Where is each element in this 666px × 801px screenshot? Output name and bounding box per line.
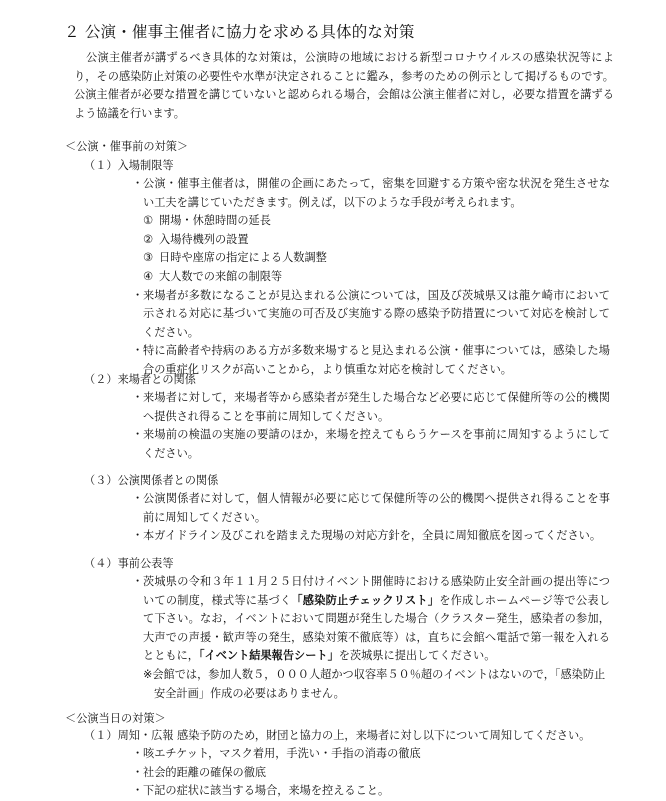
staff-block bbox=[132, 490, 610, 546]
subheading-disclosure: （４）事前公表等 bbox=[84, 557, 174, 570]
bullet-item bbox=[132, 426, 610, 463]
bullet-item bbox=[132, 573, 610, 666]
intro-paragraph: 公演主催者が講ずるべき具体的な対策は，公演時の地域における新型コロナウイルスの感染状況等により，その感染防止対策の必要性や水準が決定されることに鑑み，参考のための例示として掲げるものです。公演主催者が必要な措置を講じていないと認められる場合，会館は公演主催者に対し，必要な措置を講ずるよう協議を行います。 bbox=[74, 51, 614, 120]
section-title: ２ 公演・催事主催者に協力を求める具体的な対策 bbox=[64, 23, 415, 41]
report-sheet-name: 「イベント結果報告シート」 bbox=[198, 649, 339, 663]
list-item bbox=[143, 212, 610, 231]
list-item-text: 大人数での来館の制限等 bbox=[159, 269, 283, 283]
bullet-dot: ・ bbox=[132, 428, 144, 442]
subheading-notice: （１）周知・広報 感染予防のため，財団と協力の上，来場者に対し以下について周知してください。 bbox=[84, 729, 591, 742]
entry-limits-block bbox=[132, 175, 610, 380]
bullet-item bbox=[132, 287, 610, 343]
bullet-dot: ・ bbox=[132, 747, 144, 760]
bullet-text: 来場者が多数になることが見込まれる公演については，国及び茨城県又は龍ケ崎市において示される対応に基づいて実施の可否及び実施する際の感染予防措置について対応を検討してください。 bbox=[143, 288, 610, 339]
bullet-item bbox=[132, 389, 610, 426]
list-item bbox=[143, 231, 610, 250]
bullet-item bbox=[132, 175, 610, 212]
bullet-dot: ・ bbox=[132, 784, 144, 798]
bullet-text: 公演関係者に対して，個人情報が必要に応じて保健所等の公的機関へ提供され得ることを事前に周知してください。 bbox=[143, 492, 610, 524]
bullet-item bbox=[132, 342, 610, 379]
bullet-dot: ・ bbox=[132, 575, 144, 588]
visitors-block bbox=[132, 389, 610, 463]
bullet-item bbox=[132, 490, 610, 527]
bullet-text: 下記の症状に該当する場合，来場を控えること。 bbox=[143, 784, 390, 798]
bullet-item bbox=[132, 764, 610, 783]
bullet-text: を作成しホームページ等で公表して下さい。なお，イベントにおいて問題が発生した場合（クラスター発生，感染者の参加，大声での声援・歓声等の発生，感染対策不徹底等）は，直ちに会館へ電話で第一報を入れるとともに， bbox=[143, 593, 610, 663]
list-marker: ④ bbox=[143, 269, 154, 283]
bullet-dot: ・ bbox=[132, 492, 144, 505]
notice-block bbox=[132, 745, 610, 801]
bullet-dot: ・ bbox=[132, 177, 144, 190]
numbered-list bbox=[132, 212, 610, 286]
bullet-text: 来場者に対して，来場者等から感染者が発生した場合など必要に応じて保健所等の公的機関へ提供され得ることを事前に周知してください。 bbox=[143, 391, 610, 423]
bullet-text: 本ガイドライン及びこれを踏まえた現場の対応方針を，全員に周知徹底を図ってください。 bbox=[143, 529, 602, 543]
bullet-dot: ・ bbox=[132, 529, 144, 543]
subheading-staff: （３）公演関係者との関係 bbox=[84, 474, 219, 487]
list-item-text: 開場・休憩時間の延長 bbox=[159, 214, 271, 228]
bullet-text: 茨城県の令和３年１１月２５日付けイベント開催時における感染防止安全計画の提出等についての制度，様式等に基づく bbox=[143, 575, 610, 607]
list-item bbox=[143, 249, 610, 268]
bullet-text: 咳エチケット，マスク着用，手洗い・手指の消毒の徹底 bbox=[143, 747, 421, 760]
list-item-text: 日時や座席の指定による人数調整 bbox=[159, 251, 327, 265]
bullet-text: 公演・催事主催者は，開催の企画にあたって，密集を回避する方策や密な状況を発生させない工夫を講じていただきます。例えば，以下のような手段が考えられます。 bbox=[143, 177, 610, 209]
bullet-text: を茨城県に提出してください。 bbox=[338, 649, 496, 663]
bullet-item bbox=[132, 782, 610, 801]
bullet-dot: ・ bbox=[132, 765, 144, 779]
subheading-entry-limits: （１）入場制限等 bbox=[84, 159, 174, 172]
list-marker: ① bbox=[143, 214, 154, 228]
bullet-dot: ・ bbox=[132, 288, 144, 302]
section-heading-before: ＜公演・催事前の対策＞ bbox=[65, 140, 189, 153]
bullet-text: 来場前の検温の実施の要請のほか，来場を控えてもらうケースを事前に周知するようにしてください。 bbox=[143, 428, 610, 460]
list-item-text: 入場待機列の設置 bbox=[159, 232, 249, 246]
bullet-text: 社会的距離の確保の徹底 bbox=[143, 765, 267, 779]
disclosure-block bbox=[132, 573, 610, 703]
note-text: ※会館では，参加人数５，０００人超かつ収容率５０％超のイベントはないので，「感染防止安全計画」作成の必要はありません。 bbox=[143, 667, 606, 700]
bullet-dot: ・ bbox=[132, 391, 144, 404]
bullet-text: 特に高齢者や持病のある方が多数来場すると見込まれる公演・催事については，感染した場合の重症化リスクが高いことから，より慎重な対応を検討してください。 bbox=[143, 344, 610, 376]
list-marker: ② bbox=[143, 232, 154, 246]
section-heading-day: ＜公演当日の対策＞ bbox=[65, 712, 166, 725]
list-marker: ③ bbox=[143, 251, 154, 265]
subheading-visitors: （２）来場者との関係 bbox=[84, 373, 196, 386]
checklist-name: 「感染防止チェックリスト」 bbox=[291, 593, 440, 607]
bullet-dot: ・ bbox=[132, 344, 144, 358]
list-item bbox=[143, 268, 610, 287]
bullet-item bbox=[132, 527, 610, 546]
bullet-item bbox=[132, 745, 610, 764]
